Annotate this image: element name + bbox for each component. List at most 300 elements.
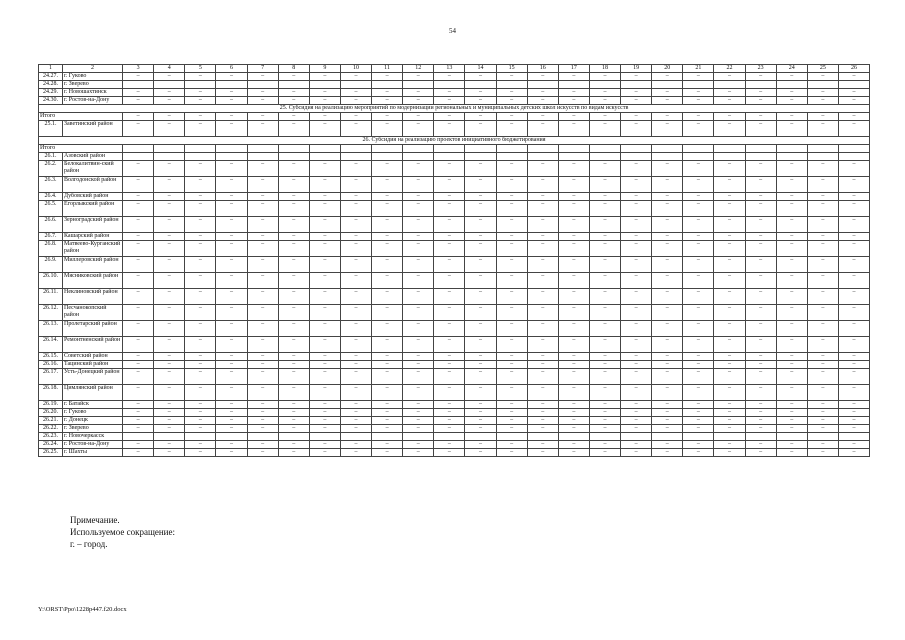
value-cell — [434, 153, 465, 161]
value-cell: – — [838, 441, 869, 449]
value-cell: – — [558, 361, 589, 369]
value-cell: – — [154, 89, 185, 97]
value-cell: – — [589, 193, 620, 201]
value-cell: – — [247, 321, 278, 337]
value-cell — [652, 153, 683, 161]
value-cell: – — [652, 233, 683, 241]
value-cell — [776, 433, 807, 441]
value-cell: – — [309, 417, 340, 425]
row-name: г. Батайск — [63, 401, 123, 409]
value-cell: – — [247, 409, 278, 417]
value-cell: – — [185, 353, 216, 361]
value-cell: – — [558, 233, 589, 241]
value-cell: – — [683, 73, 714, 81]
value-cell: – — [247, 89, 278, 97]
row-number: 26.24. — [39, 441, 63, 449]
value-cell: – — [714, 217, 745, 233]
row-name: Матвеево-Курганский район — [63, 241, 123, 257]
value-cell — [683, 145, 714, 153]
value-cell: – — [683, 273, 714, 289]
value-cell: – — [838, 401, 869, 409]
value-cell: – — [807, 417, 838, 425]
value-cell: – — [714, 441, 745, 449]
value-cell: – — [340, 193, 371, 201]
value-cell — [807, 433, 838, 441]
value-cell: – — [278, 385, 309, 401]
value-cell: – — [838, 97, 869, 105]
value-cell: – — [745, 89, 776, 97]
page-number: 54 — [449, 27, 456, 35]
row-name: Волгодонской район — [63, 177, 123, 193]
value-cell: – — [154, 201, 185, 217]
value-cell: – — [496, 385, 527, 401]
table-row — [39, 425, 870, 433]
value-cell: – — [527, 369, 558, 385]
value-cell: – — [216, 321, 247, 337]
value-cell: – — [527, 321, 558, 337]
row-number: 24.29. — [39, 89, 63, 97]
value-cell: – — [621, 337, 652, 353]
value-cell: – — [496, 201, 527, 217]
value-cell — [403, 433, 434, 441]
value-cell: – — [434, 441, 465, 449]
table-row — [39, 361, 870, 369]
row-name: г. Новошахтинск — [63, 89, 123, 97]
value-cell: – — [527, 113, 558, 121]
value-cell: – — [776, 353, 807, 361]
value-cell: – — [745, 177, 776, 193]
value-cell: – — [589, 385, 620, 401]
value-cell: – — [309, 121, 340, 137]
value-cell: – — [496, 361, 527, 369]
value-cell — [434, 433, 465, 441]
value-cell: – — [185, 233, 216, 241]
value-cell: – — [340, 73, 371, 81]
value-cell — [216, 145, 247, 153]
value-cell: – — [589, 441, 620, 449]
value-cell — [527, 145, 558, 153]
value-cell: – — [776, 73, 807, 81]
value-cell: – — [652, 97, 683, 105]
value-cell: – — [309, 217, 340, 233]
value-cell: – — [838, 161, 869, 177]
value-cell — [403, 145, 434, 153]
value-cell: – — [247, 217, 278, 233]
row-number: 26.16. — [39, 361, 63, 369]
value-cell — [745, 153, 776, 161]
row-number: 26.3. — [39, 177, 63, 193]
value-cell: – — [216, 121, 247, 137]
header-cell: 2 — [63, 65, 123, 73]
value-cell: – — [216, 417, 247, 425]
value-cell: – — [372, 449, 403, 457]
value-cell: – — [154, 417, 185, 425]
value-cell: – — [123, 273, 154, 289]
value-cell: – — [714, 113, 745, 121]
budget-table-body — [39, 65, 870, 457]
table-row — [39, 233, 870, 241]
value-cell: – — [434, 161, 465, 177]
value-cell: – — [434, 305, 465, 321]
value-cell: – — [652, 361, 683, 369]
value-cell: – — [589, 353, 620, 361]
value-cell: – — [621, 449, 652, 457]
value-cell: – — [403, 73, 434, 81]
value-cell: – — [652, 425, 683, 433]
value-cell: – — [652, 305, 683, 321]
value-cell: – — [776, 425, 807, 433]
row-number: 26.19. — [39, 401, 63, 409]
value-cell: – — [154, 409, 185, 417]
value-cell: – — [434, 321, 465, 337]
value-cell: – — [247, 353, 278, 361]
table-row — [39, 337, 870, 353]
row-name: Заветинский район — [63, 121, 123, 137]
value-cell: – — [838, 121, 869, 137]
value-cell: – — [434, 409, 465, 417]
value-cell: – — [403, 409, 434, 417]
value-cell: – — [776, 361, 807, 369]
value-cell: – — [185, 97, 216, 105]
value-cell: – — [216, 193, 247, 201]
row-name: г. Ростов-на-Дону — [63, 441, 123, 449]
row-number: 26.7. — [39, 233, 63, 241]
value-cell: – — [683, 441, 714, 449]
value-cell: – — [465, 193, 496, 201]
value-cell: – — [247, 177, 278, 193]
value-cell: – — [434, 97, 465, 105]
table-row — [39, 89, 870, 97]
value-cell: – — [216, 441, 247, 449]
row-name: Дубовский район — [63, 193, 123, 201]
value-cell — [465, 153, 496, 161]
value-cell: – — [745, 97, 776, 105]
value-cell: – — [216, 305, 247, 321]
value-cell — [527, 433, 558, 441]
value-cell: – — [496, 425, 527, 433]
value-cell: – — [807, 337, 838, 353]
value-cell: – — [838, 273, 869, 289]
header-cell: 24 — [776, 65, 807, 73]
value-cell: – — [807, 305, 838, 321]
value-cell — [247, 145, 278, 153]
value-cell: – — [216, 449, 247, 457]
value-cell: – — [558, 121, 589, 137]
value-cell: – — [745, 305, 776, 321]
value-cell: – — [372, 273, 403, 289]
value-cell: – — [496, 321, 527, 337]
value-cell: – — [278, 337, 309, 353]
value-cell: – — [527, 257, 558, 273]
value-cell: – — [714, 353, 745, 361]
value-cell: – — [589, 361, 620, 369]
value-cell: – — [589, 177, 620, 193]
value-cell: – — [589, 73, 620, 81]
value-cell: – — [745, 321, 776, 337]
value-cell — [340, 145, 371, 153]
value-cell: – — [621, 217, 652, 233]
value-cell: – — [714, 233, 745, 241]
value-cell: – — [558, 193, 589, 201]
value-cell: – — [278, 321, 309, 337]
value-cell — [403, 81, 434, 89]
value-cell: – — [465, 385, 496, 401]
value-cell: – — [247, 121, 278, 137]
value-cell: – — [216, 369, 247, 385]
row-name: Кашарский район — [63, 233, 123, 241]
value-cell: – — [154, 73, 185, 81]
value-cell: – — [683, 417, 714, 425]
value-cell: – — [372, 337, 403, 353]
note-title: Примечание. — [70, 515, 120, 525]
value-cell: – — [683, 241, 714, 257]
row-number: 26.21. — [39, 417, 63, 425]
value-cell: – — [807, 97, 838, 105]
value-cell: – — [714, 425, 745, 433]
value-cell: – — [807, 161, 838, 177]
value-cell: – — [652, 289, 683, 305]
value-cell: – — [247, 401, 278, 409]
table-row — [39, 409, 870, 417]
header-cell: 8 — [278, 65, 309, 73]
value-cell: – — [838, 321, 869, 337]
value-cell — [714, 153, 745, 161]
value-cell: – — [714, 193, 745, 201]
value-cell: – — [372, 361, 403, 369]
row-number: 25.1. — [39, 121, 63, 137]
value-cell: – — [714, 449, 745, 457]
value-cell: – — [714, 369, 745, 385]
row-number: 26.2. — [39, 161, 63, 177]
value-cell: – — [621, 441, 652, 449]
value-cell: – — [652, 409, 683, 417]
header-cell: 15 — [496, 65, 527, 73]
value-cell: – — [589, 449, 620, 457]
value-cell — [838, 81, 869, 89]
value-cell: – — [278, 241, 309, 257]
value-cell: – — [465, 449, 496, 457]
value-cell: – — [558, 449, 589, 457]
value-cell: – — [185, 401, 216, 409]
value-cell — [714, 81, 745, 89]
value-cell: – — [278, 273, 309, 289]
value-cell — [776, 145, 807, 153]
row-number: 26.22. — [39, 425, 63, 433]
value-cell: – — [340, 233, 371, 241]
value-cell: – — [309, 161, 340, 177]
value-cell: – — [683, 409, 714, 417]
value-cell — [683, 433, 714, 441]
value-cell: – — [403, 177, 434, 193]
value-cell: – — [216, 425, 247, 433]
value-cell: – — [309, 177, 340, 193]
value-cell: – — [309, 449, 340, 457]
value-cell: – — [216, 361, 247, 369]
header-cell: 18 — [589, 65, 620, 73]
value-cell: – — [247, 201, 278, 217]
row-name: Пролетарский район — [63, 321, 123, 337]
value-cell: – — [838, 193, 869, 201]
value-cell: – — [745, 441, 776, 449]
value-cell: – — [838, 385, 869, 401]
value-cell: – — [527, 121, 558, 137]
value-cell: – — [807, 217, 838, 233]
table-row — [39, 81, 870, 89]
value-cell: – — [558, 305, 589, 321]
value-cell: – — [714, 97, 745, 105]
value-cell: – — [123, 289, 154, 305]
value-cell: – — [807, 425, 838, 433]
value-cell: – — [185, 193, 216, 201]
total-row — [39, 113, 870, 121]
value-cell: – — [776, 161, 807, 177]
value-cell: – — [185, 337, 216, 353]
value-cell: – — [372, 121, 403, 137]
value-cell: – — [216, 89, 247, 97]
value-cell: – — [745, 337, 776, 353]
value-cell: – — [558, 425, 589, 433]
value-cell: – — [807, 233, 838, 241]
table-row — [39, 385, 870, 401]
value-cell — [372, 145, 403, 153]
value-cell: – — [807, 273, 838, 289]
value-cell: – — [247, 241, 278, 257]
value-cell: – — [372, 73, 403, 81]
value-cell: – — [247, 161, 278, 177]
table-row — [39, 257, 870, 273]
value-cell: – — [838, 289, 869, 305]
value-cell: – — [278, 97, 309, 105]
value-cell: – — [496, 401, 527, 409]
value-cell — [838, 433, 869, 441]
value-cell: – — [278, 73, 309, 81]
row-name: г. Зверево — [63, 425, 123, 433]
value-cell — [496, 153, 527, 161]
value-cell: – — [434, 113, 465, 121]
value-cell: – — [714, 361, 745, 369]
value-cell: – — [714, 305, 745, 321]
value-cell: – — [776, 321, 807, 337]
value-cell: – — [589, 369, 620, 385]
value-cell: – — [123, 369, 154, 385]
value-cell: – — [776, 193, 807, 201]
value-cell: – — [309, 441, 340, 449]
value-cell: – — [340, 121, 371, 137]
table-row — [39, 353, 870, 361]
value-cell: – — [340, 337, 371, 353]
value-cell: – — [652, 385, 683, 401]
value-cell: – — [558, 273, 589, 289]
value-cell: – — [465, 289, 496, 305]
value-cell: – — [621, 401, 652, 409]
value-cell: – — [652, 369, 683, 385]
value-cell: – — [123, 121, 154, 137]
value-cell: – — [216, 385, 247, 401]
value-cell: – — [776, 441, 807, 449]
value-cell: – — [185, 369, 216, 385]
value-cell: – — [372, 177, 403, 193]
value-cell: – — [621, 113, 652, 121]
value-cell: – — [558, 385, 589, 401]
value-cell — [403, 153, 434, 161]
value-cell: – — [496, 89, 527, 97]
value-cell: – — [558, 417, 589, 425]
note-abbreviation: г. – город. — [70, 539, 108, 549]
value-cell: – — [403, 441, 434, 449]
value-cell: – — [652, 321, 683, 337]
value-cell: – — [185, 273, 216, 289]
value-cell: – — [309, 89, 340, 97]
value-cell — [372, 153, 403, 161]
value-cell: – — [589, 121, 620, 137]
value-cell — [434, 145, 465, 153]
value-cell: – — [309, 257, 340, 273]
table-row — [39, 289, 870, 305]
value-cell: – — [403, 241, 434, 257]
value-cell: – — [621, 89, 652, 97]
value-cell: – — [527, 337, 558, 353]
value-cell: – — [496, 241, 527, 257]
section-title: 26. Субсидия на реализацию проектов инициативного бюджетирования — [39, 137, 870, 145]
value-cell: – — [621, 233, 652, 241]
value-cell: – — [496, 121, 527, 137]
value-cell — [123, 153, 154, 161]
row-name: Миллеровский район — [63, 257, 123, 273]
value-cell: – — [558, 161, 589, 177]
value-cell: – — [776, 449, 807, 457]
table-row — [39, 201, 870, 217]
value-cell: – — [372, 241, 403, 257]
value-cell: – — [621, 289, 652, 305]
value-cell: – — [807, 353, 838, 361]
value-cell: – — [589, 161, 620, 177]
value-cell: – — [340, 273, 371, 289]
value-cell: – — [496, 217, 527, 233]
footer-file-path: Y:\ORST\Ppo\1228p447.f20.docx — [38, 606, 127, 613]
value-cell — [621, 153, 652, 161]
value-cell: – — [372, 409, 403, 417]
value-cell: – — [621, 353, 652, 361]
row-name: г. Ростов-на-Дону — [63, 97, 123, 105]
value-cell: – — [247, 449, 278, 457]
table-row — [39, 433, 870, 441]
value-cell: – — [216, 289, 247, 305]
value-cell: – — [278, 121, 309, 137]
row-number: 24.27. — [39, 73, 63, 81]
value-cell — [745, 81, 776, 89]
value-cell: – — [745, 273, 776, 289]
value-cell: – — [434, 233, 465, 241]
value-cell: – — [340, 113, 371, 121]
value-cell: – — [714, 121, 745, 137]
value-cell: – — [309, 425, 340, 433]
value-cell: – — [403, 233, 434, 241]
value-cell: – — [838, 353, 869, 361]
value-cell: – — [403, 361, 434, 369]
table-row — [39, 217, 870, 233]
value-cell — [558, 433, 589, 441]
value-cell: – — [496, 177, 527, 193]
value-cell: – — [621, 201, 652, 217]
value-cell: – — [123, 177, 154, 193]
value-cell: – — [714, 321, 745, 337]
value-cell: – — [309, 361, 340, 369]
value-cell: – — [185, 73, 216, 81]
value-cell: – — [745, 361, 776, 369]
value-cell: – — [683, 321, 714, 337]
value-cell: – — [527, 417, 558, 425]
value-cell: – — [621, 425, 652, 433]
